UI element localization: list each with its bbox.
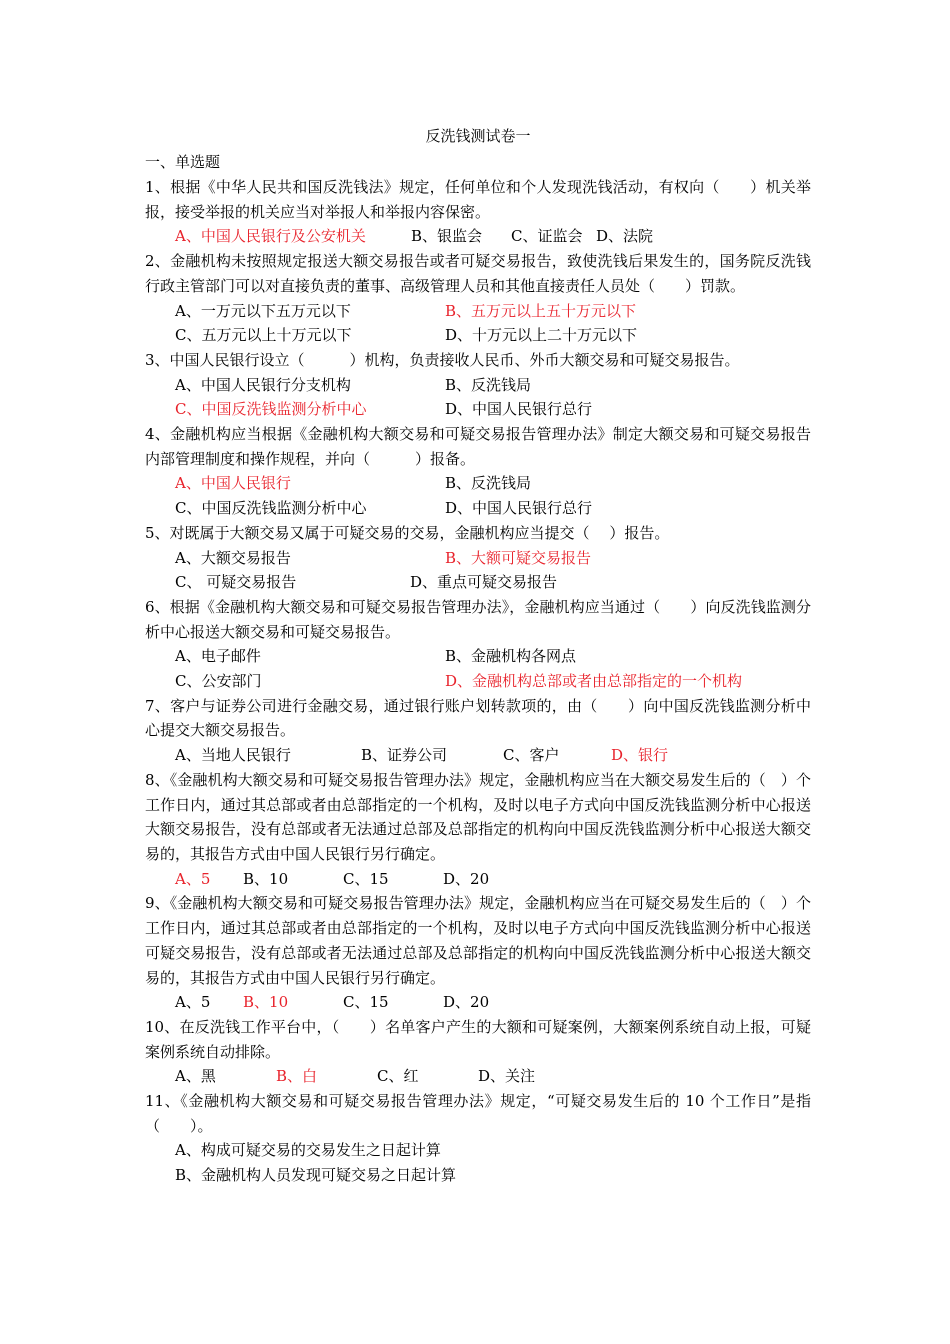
option: A、构成可疑交易的交易发生之日起计算 — [175, 1141, 441, 1160]
option: C、证监会 — [511, 227, 583, 246]
option-answer: B、五万元以上五十万元以下 — [445, 301, 637, 320]
option: A、黑 — [175, 1067, 216, 1086]
option: D、20 — [443, 869, 490, 888]
option-answer: B、大额可疑交易报告 — [445, 548, 592, 567]
question-text: 6、根据《金融机构大额交易和可疑交易报告管理办法》，金融机构应当通过（ ）向反洗钱监测分析中心报送大额交易和可疑交易报告。 — [145, 597, 811, 641]
option: C、客户 — [503, 746, 560, 765]
question-text: 9、《金融机构大额交易和可疑交易报告管理办法》规定，金融机构应当在可疑交易发生后的（ ）个工作日内，通过其总部或者由总部指定的一个机构，及时以电子方式向中国反洗钱监测分析中心报送可疑交易报告，没有总部或者无法通过总部及总部指定的机构向中国反洗钱监测分析中心报送大额交易的，其报告方式由中国人民银行另行确定。 — [145, 894, 811, 987]
option: B、银监会 — [411, 227, 483, 246]
option-answer: A、5 — [175, 869, 211, 888]
question-options — [145, 1064, 811, 1089]
option: B、反洗钱局 — [445, 474, 532, 493]
question-options — [145, 669, 811, 694]
page-title: 反洗钱测试卷一 — [425, 127, 531, 145]
question-options — [145, 1163, 811, 1188]
question-options — [145, 570, 811, 595]
option: C、五万元以上十万元以下 — [175, 326, 352, 345]
option: A、电子邮件 — [175, 647, 261, 666]
option-answer: B、白 — [276, 1067, 318, 1086]
option: A、一万元以下五万元以下 — [175, 301, 351, 320]
option: D、法院 — [596, 227, 654, 246]
question-text: 8、《金融机构大额交易和可疑交易报告管理办法》规定，金融机构应当在大额交易发生后的（ ）个工作日内，通过其总部或者由总部指定的一个机构，及时以电子方式向中国反洗钱监测分析中心报送大额交易报告，没有总部或者无法通过总部及总部指定的机构向中国反洗钱监测分析中心报送大额交易的，其报告方式由中国人民银行另行确定。 — [145, 770, 811, 863]
question-text: 4、金融机构应当根据《金融机构大额交易和可疑交易报告管理办法》制定大额交易和可疑交易报告内部管理制度和操作规程，并向（ ）报备。 — [145, 425, 811, 468]
question-options — [145, 743, 811, 768]
option-answer: D、银行 — [611, 746, 669, 765]
option: C、15 — [343, 993, 389, 1012]
option: C、公安部门 — [175, 672, 262, 691]
option: C、 可疑交易报告 — [175, 573, 297, 592]
option-answer: A、中国人民银行及公安机关 — [175, 227, 366, 246]
section-heading: 一、单选题 — [145, 153, 221, 171]
option-answer: C、中国反洗钱监测分析中心 — [175, 400, 367, 419]
option-answer: B、10 — [243, 993, 289, 1012]
question-options — [145, 496, 811, 521]
question-text: 10、在反洗钱工作平台中，（ ）名单客户产生的大额和可疑案例，大额案例系统自动上报，可疑案例系统自动排除。 — [145, 1017, 811, 1061]
option: B、金融机构人员发现可疑交易之日起计算 — [175, 1166, 457, 1185]
option: B、反洗钱局 — [445, 375, 532, 394]
question-text: 2、金融机构未按照规定报送大额交易报告或者可疑交易报告，致使洗钱后果发生的，国务院反洗钱行政主管部门可以对直接负责的董事、高级管理人员和其他直接责任人员处（ ）罚款。 — [145, 252, 811, 295]
question-options — [145, 397, 811, 422]
question-options — [145, 299, 811, 324]
option: C、红 — [377, 1067, 419, 1086]
option: D、十万元以上二十万元以下 — [445, 326, 638, 345]
option: C、中国反洗钱监测分析中心 — [175, 499, 367, 518]
question-options — [145, 644, 811, 669]
document-content — [145, 122, 811, 1188]
option: D、20 — [443, 993, 490, 1012]
option: D、关注 — [478, 1067, 536, 1086]
question-text: 11、《金融机构大额交易和可疑交易报告管理办法》规定，“可疑交易发生后的 10 个工作日”是指（ ）。 — [145, 1092, 811, 1135]
option: B、金融机构各网点 — [445, 647, 577, 666]
question-options — [145, 323, 811, 348]
option: D、中国人民银行总行 — [445, 400, 593, 419]
question-text: 7、客户与证券公司进行金融交易，通过银行账户划转款项的，由（ ）向中国反洗钱监测分析中心提交大额交易报告。 — [145, 696, 811, 740]
question-text: 1、根据《中华人民共和国反洗钱法》规定，任何单位和个人发现洗钱活动，有权向（ ）机关举报，接受举报的机关应当对举报人和举报内容保密。 — [145, 178, 811, 221]
option: D、重点可疑交易报告 — [410, 573, 558, 592]
option: A、大额交易报告 — [175, 548, 291, 567]
question-options — [145, 546, 811, 571]
option-answer: A、中国人民银行 — [175, 474, 291, 493]
question-options — [145, 373, 811, 398]
option: A、当地人民银行 — [175, 746, 291, 765]
question-options — [145, 471, 811, 496]
option: A、中国人民银行分支机构 — [175, 375, 351, 394]
option: C、15 — [343, 869, 389, 888]
question-options — [145, 224, 811, 249]
option-answer: D、金融机构总部或者由总部指定的一个机构 — [445, 672, 743, 691]
option: B、10 — [243, 869, 289, 888]
option: A、5 — [175, 993, 211, 1012]
question-options — [145, 867, 811, 892]
question-text: 3、中国人民银行设立（ ）机构，负责接收人民币、外币大额交易和可疑交易报告。 — [145, 350, 740, 369]
question-text: 5、对既属于大额交易又属于可疑交易的交易，金融机构应当提交（ ）报告。 — [145, 523, 670, 542]
option: D、中国人民银行总行 — [445, 499, 593, 518]
option: B、证券公司 — [361, 746, 448, 765]
question-options — [145, 1138, 811, 1163]
question-options — [145, 990, 811, 1015]
